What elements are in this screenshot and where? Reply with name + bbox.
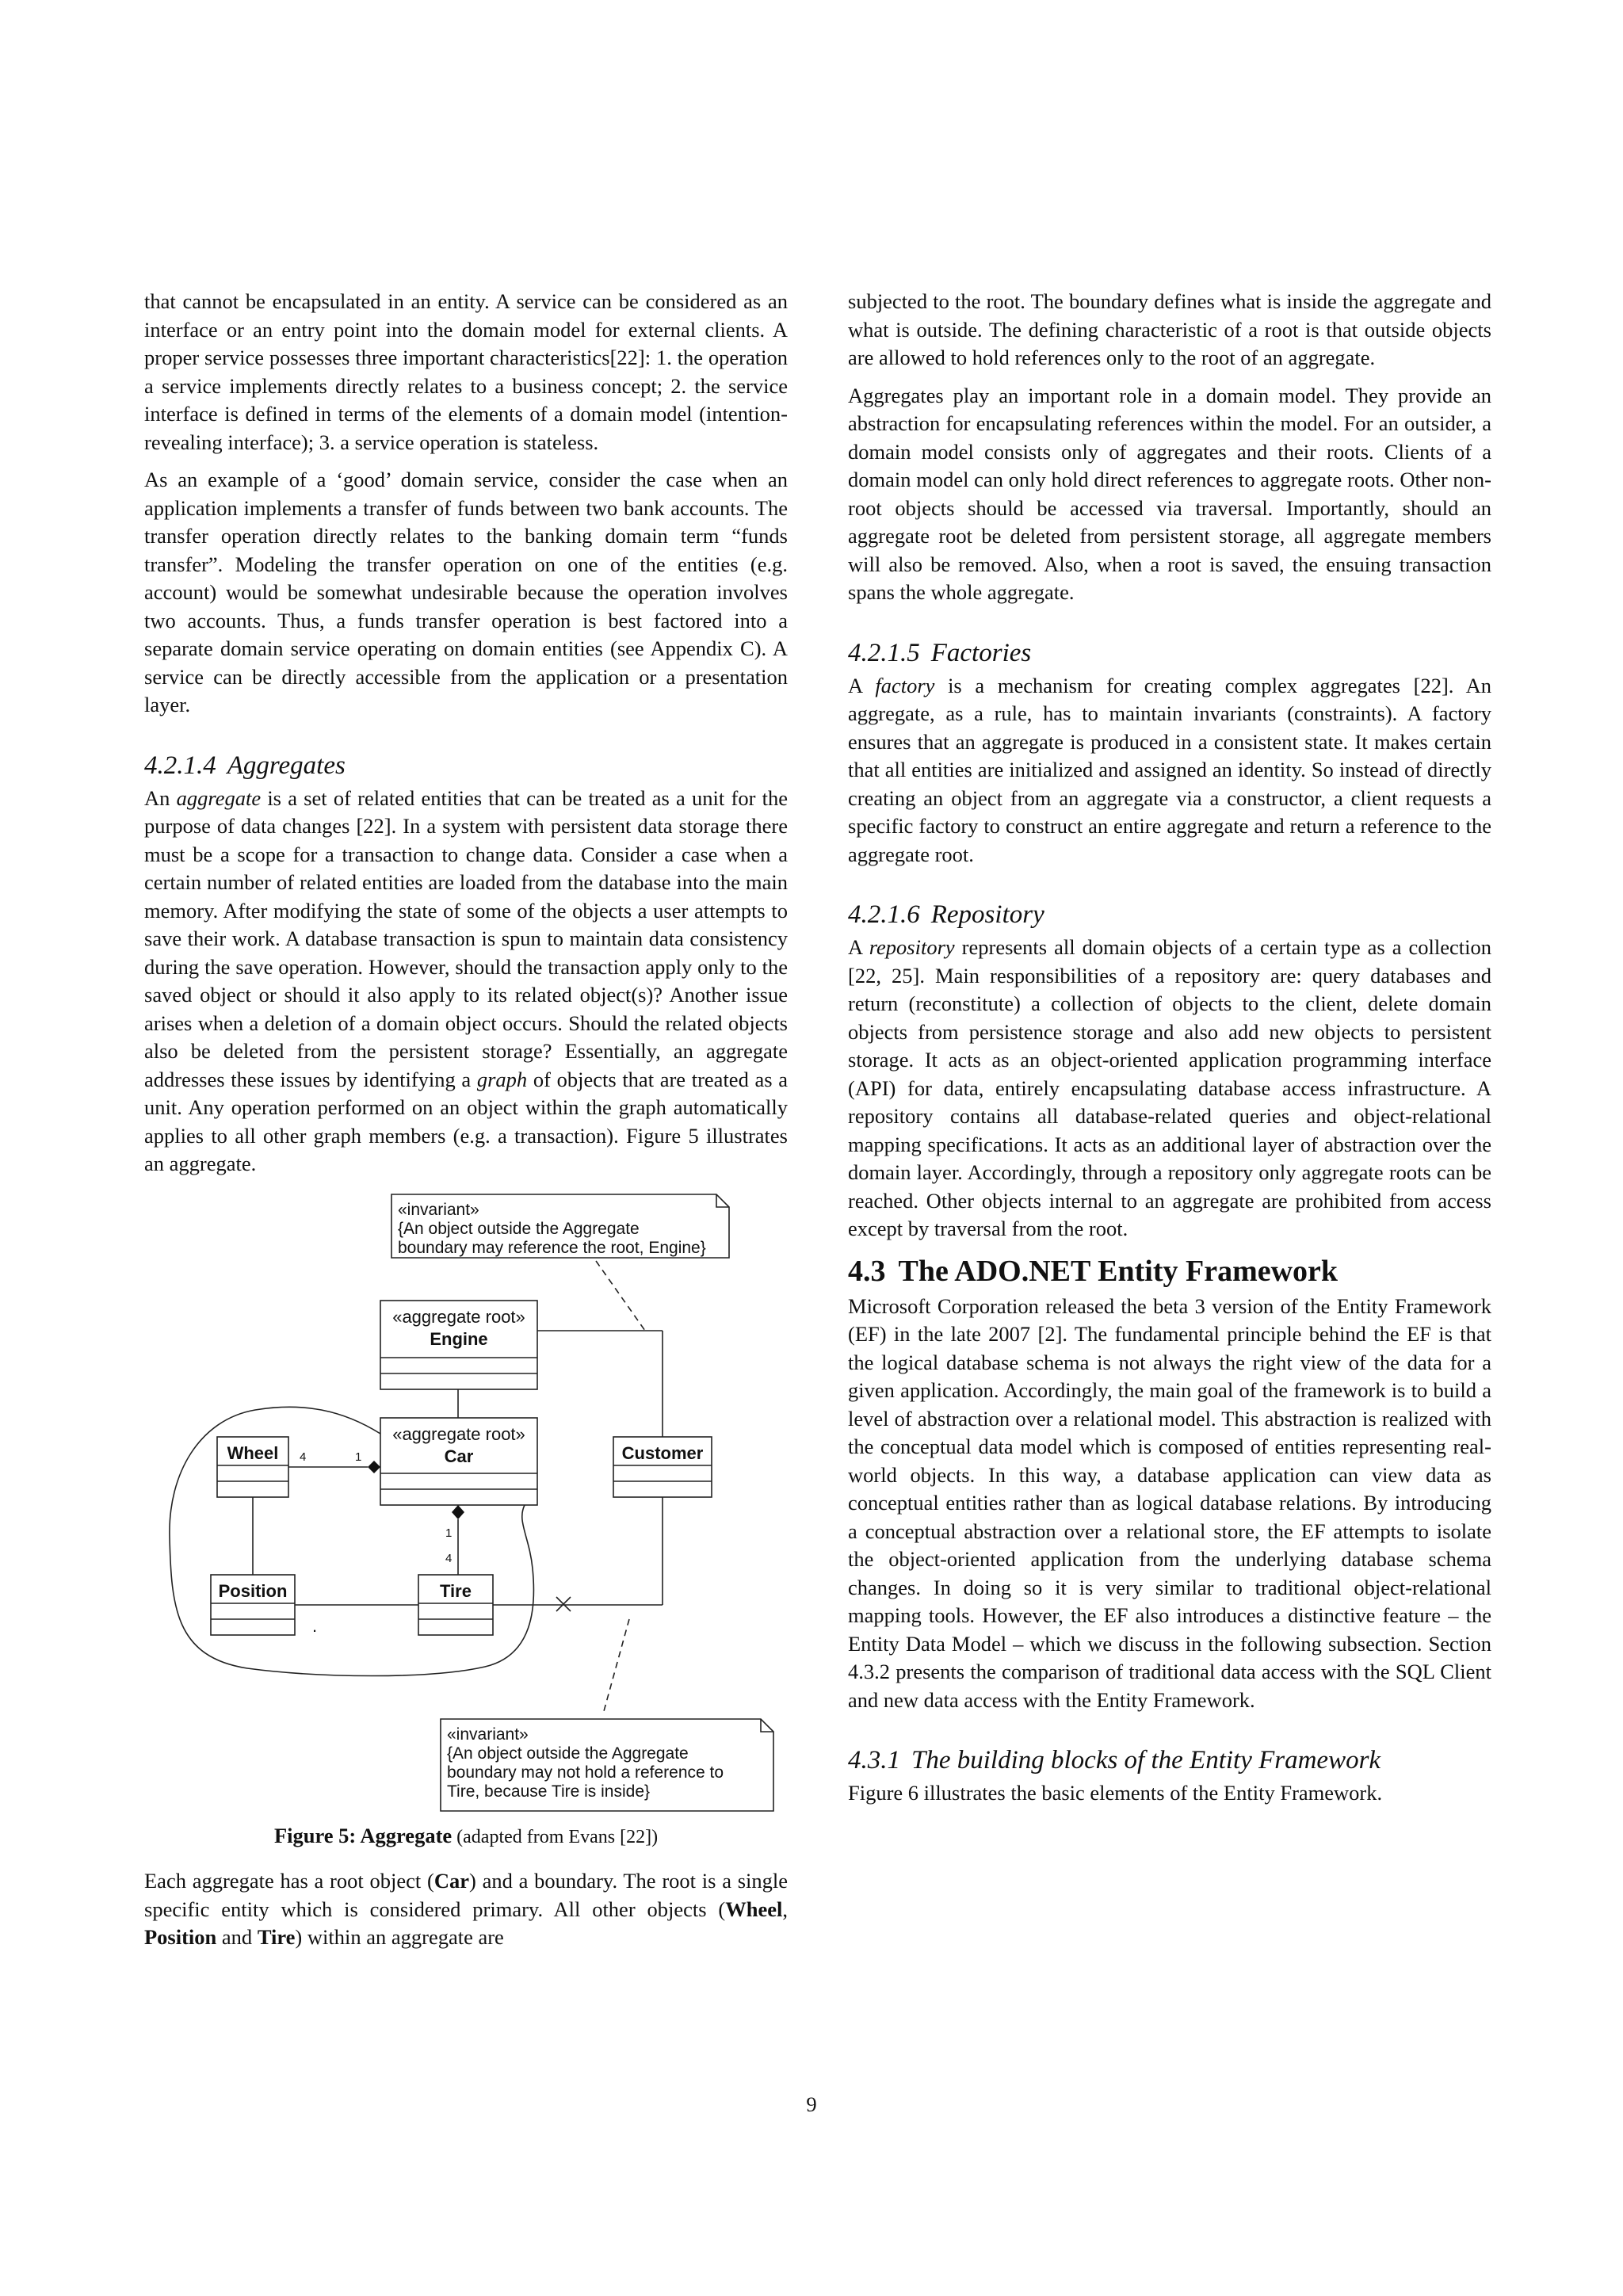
- customer-name: Customer: [621, 1442, 704, 1463]
- heading-title: Factories: [930, 638, 1032, 667]
- multiplicity: 4: [445, 1551, 453, 1565]
- note1-line1: «invariant»: [398, 1200, 479, 1219]
- text: ) within an aggregate are: [295, 1925, 504, 1949]
- term: aggregate: [176, 785, 262, 810]
- multiplicity: 4: [300, 1450, 307, 1464]
- text: represents all domain objects of a certain type as a collection [22, 25]. Main responsibilities of a repository are: query databases and return (reconstitute) a collection of objects to the client, delete domain objects from persistence storage and also add new objects to persistent storage. It acts as an object-oriented application programming interface (API) for data, entirely encapsulating database access infrastructure. A repository contains all database-related queries and object-relational mapping specifications. It acts as an additional layer of abstraction over the domain layer. Accordingly, through a repository only aggregate roots can be reached. Other objects internal to an aggregate are prohibited from access except by traversal from the root.: [848, 935, 1491, 1240]
- section-heading-ado-net: [848, 1253, 1491, 1289]
- figure-aggregate: [144, 1188, 788, 1801]
- engine-stereotype: «aggregate root»: [392, 1306, 525, 1327]
- section-heading-repository: [848, 899, 1491, 930]
- tire-name: Tire: [440, 1580, 472, 1601]
- text: ,: [782, 1897, 788, 1921]
- figure-caption: [144, 1822, 788, 1852]
- heading-title: The building blocks of the Entity Framework: [911, 1746, 1381, 1775]
- term-bold: Tire: [257, 1925, 296, 1949]
- note2-line1: «invariant»: [447, 1725, 529, 1744]
- engine-name: Engine: [430, 1328, 488, 1349]
- section-heading-aggregates: [144, 750, 788, 781]
- note2-line3: boundary may not hold a reference to: [447, 1763, 724, 1782]
- heading-number: 4.3.1: [848, 1746, 900, 1775]
- right-column: [848, 288, 1491, 1817]
- wheel-name: Wheel: [227, 1442, 279, 1463]
- heading-number: 4.2.1.5: [848, 638, 920, 667]
- text: ) and a boundary. The root is a single specific entity which is considered primary. All other objects (: [144, 1869, 789, 1921]
- dot-mark: .: [312, 1615, 318, 1636]
- text: Each aggregate has a root object (: [144, 1869, 434, 1893]
- paragraph: [848, 934, 1491, 1244]
- paragraph: Microsoft Corporation released the beta 3 version of the Entity Framework (EF) in the late 2007 [2]. The fundamental principle behind the EF is that the logical database schema is not always the right view of the data for a given application. Accordingly, the main goal of the framework is to build a level of abstraction over a relational model. This abstraction is realized with the conceptual data model which is composed of entities representing real-world objects. In this way, a database application can view data as conceptual entities rather than as logical database relations. By introducing a conceptual abstraction over a relational store, the EF attempts to isolate the object-oriented application from the underlying database schema changes. In doing so it is very similar to traditional object-relational mapping tools. However, the EF also introduces a distinctive feature – the Entity Data Model – which we discuss in the following subsection. Section 4.3.2 presents the comparison of traditional data access with the SQL Client and new data access with the Entity Framework.: [848, 1293, 1491, 1712]
- note1-line2: {An object outside the Aggregate: [398, 1219, 640, 1238]
- heading-title: Repository: [930, 900, 1044, 929]
- text: and: [216, 1925, 258, 1949]
- paragraph: [144, 785, 788, 1179]
- note1-line3: boundary may reference the root, Engine}: [398, 1238, 706, 1257]
- paragraph: [144, 1867, 788, 1952]
- text: An: [144, 785, 177, 810]
- car-name: Car: [444, 1446, 474, 1466]
- heading-title: The ADO.NET Entity Framework: [898, 1254, 1338, 1288]
- multiplicity: 1: [355, 1450, 362, 1464]
- heading-number: 4.2.1.6: [848, 900, 920, 929]
- note2-line2: {An object outside the Aggregate: [447, 1744, 689, 1763]
- car-stereotype: «aggregate root»: [392, 1423, 525, 1444]
- paragraph: Aggregates play an important role in a domain model. They provide an abstraction for encapsulating references within the model. For an outsider, a domain model consists only of aggregates and their roots. Clients of a domain model can only hold direct references to aggregate roots. Other non-root objects should be accessed via traversal. Importantly, should an aggregate root be deleted from persistent storage, all aggregate members will also be removed. Also, when a root is saved, the ensuing transaction spans the whole aggregate.: [848, 383, 1491, 604]
- paragraph: that cannot be encapsulated in an entity. A service can be considered as an interface or an entry point into the domain model for external clients. A proper service possesses three important characteristics[22]: 1. the operation a service implements directly relates to a business concept; 2. the service interface is defined in terms of the elements of a domain model (intention-revealing interface); 3. a service operation is stateless.: [144, 289, 788, 454]
- position-name: Position: [218, 1580, 288, 1601]
- caption-label: Figure 5: Aggregate: [273, 1823, 453, 1847]
- term-bold: Car: [433, 1869, 469, 1893]
- term-bold: Wheel: [725, 1897, 783, 1921]
- heading-number: 4.3: [848, 1254, 886, 1288]
- paragraph: [848, 672, 1491, 869]
- section-heading-building-blocks: [848, 1744, 1491, 1776]
- text: is a mechanism for creating complex aggregates [22]. An aggregate, as a rule, has to maintain invariants (constraints). A factory ensures that an aggregate is produced in a consistent state. It makes certain that all entities are initialized and assigned an identity. So instead of directly creating an object from an aggregate via a constructor, a client requests a specific factory to construct an entire aggregate and return a reference to the aggregate root.: [848, 673, 1491, 866]
- heading-title: Aggregates: [227, 751, 346, 780]
- note2-line4: Tire, because Tire is inside}: [447, 1782, 651, 1801]
- composition-diamond-tire: [452, 1505, 464, 1519]
- uml-diagram: [144, 1188, 788, 1801]
- page-number: 9: [806, 2092, 817, 2116]
- multiplicity: 1: [445, 1526, 453, 1540]
- text: is a set of related entities that can be treated as a unit for the purpose of data changes [22]. In a system with persistent data storage there must be a scope for a transaction to change data. Consider a case when a certain number of related entities are loaded from the database into the main memory. After modifying the state of some of the objects a user attempts to save their work. A database transaction is spun to maintain data consistency during the save operation. However, should the transaction apply only to the saved object or should it also apply to its related object(s)? Another issue arises when a deletion of a domain object occurs. Should the related objects also be deleted from the persistent storage? Essentially, an aggregate addresses these issues by identifying a: [144, 785, 788, 1091]
- term: factory: [875, 673, 935, 697]
- term-bold: Position: [144, 1925, 217, 1949]
- heading-number: 4.2.1.4: [144, 751, 216, 780]
- paragraph: subjected to the root. The boundary defines what is inside the aggregate and what is outside. The defining characteristic of a root is that outside objects are allowed to hold references only to the root of an aggregate.: [848, 289, 1491, 369]
- text: of objects that are treated as a unit. Any operation performed on an object within the graph automatically applies to all other graph members (e.g. a transaction). Figure 5 illustrates an aggregate.: [144, 1067, 788, 1175]
- text: A: [848, 673, 876, 697]
- section-heading-factories: [848, 637, 1491, 669]
- text: A: [848, 935, 869, 959]
- caption-note: (adapted from Evans [22]): [452, 1826, 659, 1847]
- term: graph: [476, 1067, 528, 1091]
- paragraph: As an example of a ‘good’ domain service, consider the case when an application implements a transfer of funds between two bank accounts. The transfer operation directly relates to the banking domain term “funds transfer”. Modeling the transfer operation on one of the entities (e.g. account) would be somewhat undesirable because the operation involves two accounts. Thus, a funds transfer operation is best factored into a separate domain service operating on domain entities (see Appendix C). A service can be directly accessible from the application or a presentation layer.: [144, 468, 788, 716]
- paragraph: Figure 6 illustrates the basic elements of the Entity Framework.: [848, 1781, 1383, 1805]
- left-column: [144, 288, 788, 1962]
- term: repository: [869, 935, 955, 959]
- composition-diamond-wheel: [368, 1461, 380, 1473]
